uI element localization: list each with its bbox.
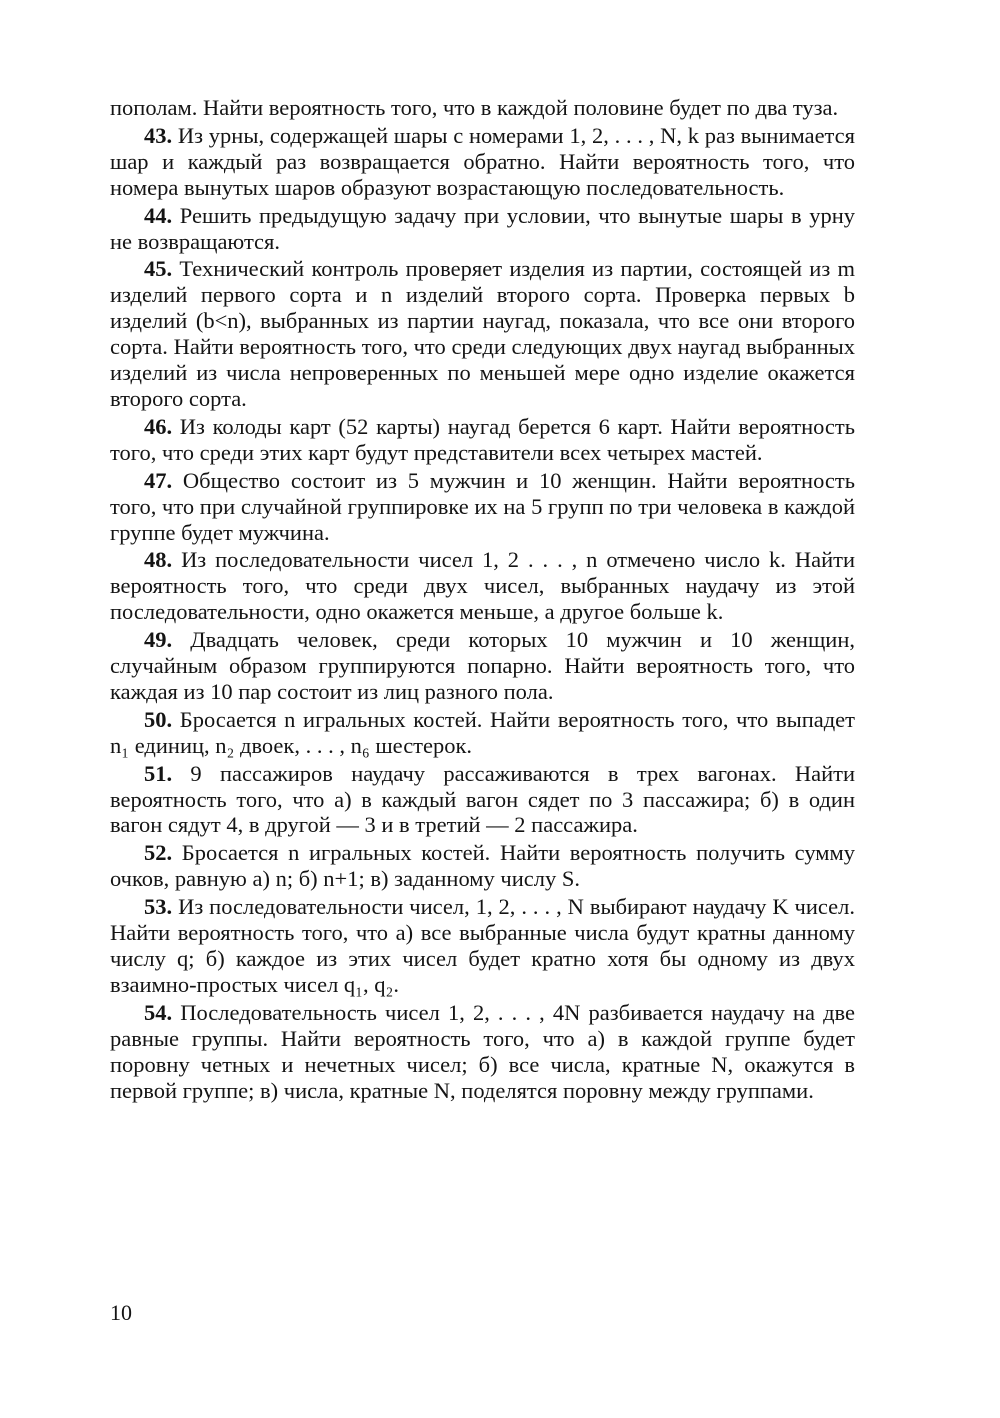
problem-text: Технический контроль проверяет изделия из партии, состоящей из m изделий первого сорта и n изделий второго сорта. Проверка первых b изделий (b<n), выбранных из партии наугад, показала, что все они второго сорта. Найти вероятность того, что среди следующих двух наугад выбранных изделий из числа непроверенных по меньшей мере одно изделие окажется второго сорта. [110, 256, 856, 411]
problem-45 [110, 256, 855, 411]
problem-43 [110, 123, 855, 201]
problem-text: 9 пассажиров наудачу рассаживаются в трех вагонах. Найти вероятность того, что а) в каждый вагон сядет по 3 пассажира; б) в один вагон сядут 4, в другой — 3 и в третий — 2 пассажира. [110, 760, 856, 838]
problem-number: 45. [144, 256, 173, 282]
problem-text: Бросается n игральных костей. Найти вероятность получить сумму очков, равную а) n; б) n+1; в) заданному числу S. [110, 840, 856, 892]
problem-number: 49. [144, 627, 173, 653]
problem-53 [110, 894, 855, 998]
problem-text: Из последовательности чисел 1, 2 . . . , n отмечено число k. Найти вероятность того, что среди двух чисел, выбранных наудачу из этой последовательности, одно окажется меньше, а другое больше k. [110, 547, 856, 625]
problem-number: 44. [144, 202, 173, 228]
problem-47 [110, 468, 855, 546]
problem-text: Решить предыдущую задачу при условии, что вынутые шары в урну не возвращаются. [110, 202, 855, 254]
problem-49 [110, 627, 855, 705]
problem-list [110, 123, 855, 1104]
problem-number: 47. [144, 467, 173, 493]
page-number: 10 [110, 1300, 132, 1325]
problem-number: 52. [144, 840, 173, 866]
problem-number: 54. [144, 999, 173, 1025]
problem-51 [110, 761, 855, 839]
problem-46 [110, 414, 855, 466]
problem-50 [110, 707, 855, 759]
problem-number: 43. [144, 122, 173, 148]
problem-number: 50. [144, 706, 173, 732]
continuation-paragraph: пополам. Найти вероятность того, что в каждой половине будет по два туза. [110, 95, 839, 120]
problem-text: Из колоды карт (52 карты) наугад берется 6 карт. Найти вероятность того, что среди этих карт будут представители всех четырех мастей. [110, 413, 855, 465]
problem-54 [110, 1000, 855, 1104]
problem-text: Общество состоит из 5 мужчин и 10 женщин. Найти вероятность того, что при случайной группировке их на 5 групп по три человека в каждой группе будет мужчина. [110, 467, 855, 545]
problem-text: Бросается n игральных костей. Найти вероятность того, что выпадет n₁ единиц, n₂ двоек, . . . , n₆ шестерок. [110, 706, 855, 758]
problem-number: 46. [144, 413, 173, 439]
problem-text: Двадцать человек, среди которых 10 мужчин и 10 женщин, случайным образом группируются попарно. Найти вероятность того, что каждая из 10 пар состоит из лиц разного пола. [110, 627, 856, 704]
problem-number: 51. [144, 760, 173, 786]
problem-text: Из урны, содержащей шары с номерами 1, 2, . . . , N, k раз вынимается шар и каждый раз возвращается обратно. Найти вероятность того, что номера вынутых шаров образуют возрастающую последовательность. [110, 122, 855, 200]
problem-52 [110, 840, 855, 892]
problem-number: 48. [144, 547, 173, 573]
page-body [110, 95, 855, 1103]
problem-44 [110, 203, 855, 255]
problem-48 [110, 547, 855, 625]
problem-number: 53. [144, 894, 173, 920]
problem-text: Из последовательности чисел, 1, 2, . . . , N выбирают наудачу K чисел. Найти вероятность того, что а) все выбранные числа будут кратны данному числу q; б) каждое из этих чисел будет кратно хотя бы одному из двух взаимно-простых чисел q₁, q₂. [110, 894, 856, 997]
problem-text: Последовательность чисел 1, 2, . . . , 4N разбивается наудачу на две равные группы. Найти вероятность того, что а) в каждой группе будет поровну четных и нечетных чисел; б) все числа, кратные N, окажутся в первой группе; в) числа, кратные N, поделятся поровну между группами. [110, 999, 856, 1103]
